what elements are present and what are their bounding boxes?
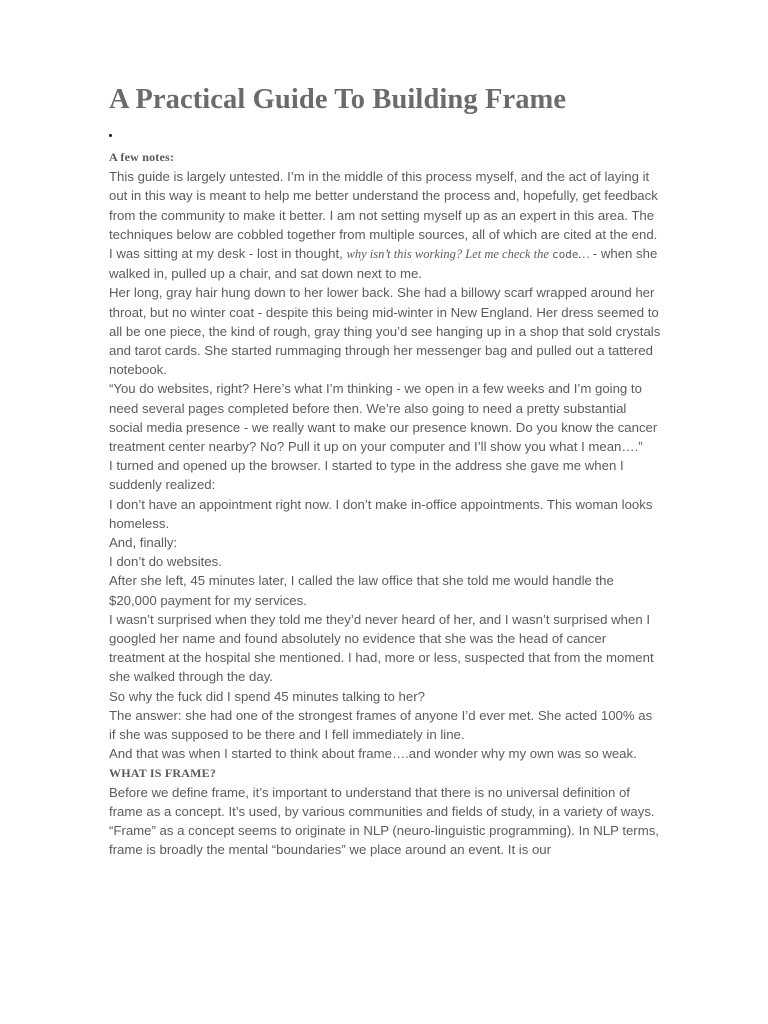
paragraph-9: After she left, 45 minutes later, I called the law office that she told me would handle the $20,000 payment for my services. bbox=[109, 573, 614, 608]
paragraph-6: I don’t have an appointment right now. I don’t make in-office appointments. This woman looks homeless. bbox=[109, 496, 653, 531]
paragraph-2-italic-a: why isn’t this working? Let me check the bbox=[346, 247, 553, 262]
paragraph-3: Her long, gray hair hung down to her lower back. She had a billowy scarf wrapped around her throat, but no winter coat - despite this being mid-winter in New England. Her dress seemed to all be one piece, the kind of rough, gray thing you’d see hanging up in a shop that sold crystals and tarot cards. She started rummaging through her messenger bag and pulled out a tattered notebook. bbox=[109, 285, 661, 378]
paragraph-7: And, finally: bbox=[109, 535, 178, 551]
paragraph-2 bbox=[109, 244, 661, 283]
paragraph-4: “You do websites, right? Here’s what I’m thinking - we open in a few weeks and I’m going to need several pages completed before then. We’re also going to need a pretty substantial social media presence - we really want to make our presence known. Do you know the cancer treatment center nearby? No? Pull it up on your computer and I’ll show you what I mean….” bbox=[109, 381, 658, 455]
paragraph-2-italic-b: … bbox=[578, 247, 593, 262]
paragraph-2-start: I was sitting at my desk - lost in thought, bbox=[109, 246, 347, 262]
document-title: A Practical Guide To Building Frame bbox=[109, 84, 567, 115]
paragraph-8: I don’t do websites. bbox=[109, 554, 222, 570]
paragraph-13: And that was when I started to think about frame….and wonder why my own was so weak. bbox=[109, 746, 637, 762]
section-heading-frame: WHAT IS FRAME? bbox=[109, 765, 217, 780]
paragraph-15: “Frame” as a concept seems to originate in NLP (neuro-linguistic programming). In NLP terms, frame is broadly the mental “boundaries” we place around an event. It is our bbox=[109, 823, 659, 858]
paragraph-10: I wasn’t surprised when they told me they’d never heard of her, and I wasn’t surprised when I googled her name and found absolutely no evidence that she was the head of cancer treatment at the hospital she mentioned. I had, more or less, suspected that from the moment she walked through the day. bbox=[109, 611, 654, 685]
bullet-dot bbox=[109, 134, 112, 137]
paragraph-2-code: code bbox=[552, 248, 579, 262]
paragraph-5: I turned and opened up the browser. I started to type in the address she gave me when I suddenly realized: bbox=[109, 458, 624, 493]
paragraph-2-end: - when she walked in, pulled up a chair, and sat down next to me. bbox=[109, 246, 658, 282]
paragraph-14: Before we define frame, it’s important to understand that there is no universal definition of frame as a concept. It’s used, by various communities and fields of study, in a variety of ways. bbox=[109, 784, 655, 819]
paragraph-12: The answer: she had one of the strongest frames of anyone I’d ever met. She acted 100% as if she was supposed to be there and I fell immediately in line. bbox=[109, 707, 653, 743]
document-body bbox=[109, 148, 661, 860]
paragraph-1: This guide is largely untested. I’m in the middle of this process myself, and the act of laying it out in this way is meant to help me better understand the process and, hopefully, get feedback from the community to make it better. I am not setting myself up as an expert in this area. The techniques below are cobbled together from multiple sources, all of which are cited at the end. bbox=[109, 169, 658, 242]
section-heading-notes: A few notes: bbox=[109, 150, 175, 164]
paragraph-11: So why the fuck did I spend 45 minutes talking to her? bbox=[109, 688, 425, 704]
